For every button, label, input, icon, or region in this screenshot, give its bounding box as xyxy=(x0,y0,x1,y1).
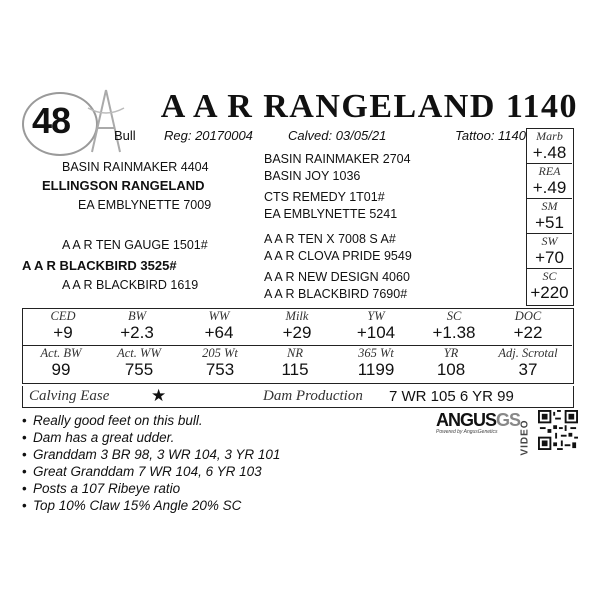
pedigree-dd-sire: A A R NEW DESIGN 4060 xyxy=(264,270,410,284)
epd-bw: BW +2.3 xyxy=(120,309,154,342)
epd-row xyxy=(23,309,572,346)
epd-marb: Marb +.48 xyxy=(527,129,572,164)
pedigree-sire-sire: BASIN RAINMAKER 4404 xyxy=(62,160,209,174)
perf-205-wt: 205 Wt 753 xyxy=(202,346,238,379)
bullet-icon: • xyxy=(22,464,27,479)
dam-production-label: Dam Production xyxy=(263,388,363,404)
list-item: • Great Granddam 7 WR 104, 6 YR 103 xyxy=(22,464,262,479)
list-item: • Granddam 3 BR 98, 3 WR 104, 3 YR 101 xyxy=(22,447,281,462)
epd-sc: SC +1.38 xyxy=(432,309,476,342)
pedigree-ss-dam: BASIN JOY 1036 xyxy=(264,169,361,183)
animal-name: A A R RANGELAND 1140 xyxy=(160,88,578,125)
epd-milk: Milk +29 xyxy=(282,309,312,342)
perf-act-bw: Act. BW 99 xyxy=(40,346,82,379)
pedigree-sd-dam: EA EMBLYNETTE 5241 xyxy=(264,207,398,221)
pedigree-sd-sire: CTS REMEDY 1T01# xyxy=(264,190,385,204)
epd-table xyxy=(22,308,574,384)
pedigree-ds-sire: A A R TEN X 7008 S A# xyxy=(264,232,396,246)
bullet-icon: • xyxy=(22,413,27,428)
pedigree-ss-sire: BASIN RAINMAKER 2704 xyxy=(264,152,411,166)
calving-ease-row xyxy=(22,386,574,408)
epd-sc-dollar: SC +220 xyxy=(530,269,569,302)
star-icon: ★ xyxy=(151,386,167,405)
registration-info xyxy=(114,128,526,146)
list-item: • Posts a 107 Ribeye ratio xyxy=(22,481,181,496)
perf-365-wt: 365 Wt 1199 xyxy=(357,346,395,379)
pedigree-dam: A A R BLACKBIRD 3525# xyxy=(22,258,177,273)
angus-gs-logo: ANGUSGS Powered by AngusGenetics xyxy=(436,410,521,435)
epd-doc: DOC +22 xyxy=(513,309,543,342)
list-item: • Dam has a great udder. xyxy=(22,430,175,445)
bullet-icon: • xyxy=(22,447,27,462)
bullet-icon: • xyxy=(22,498,27,513)
epd-sm: SM +51 xyxy=(527,199,572,234)
notes-list xyxy=(22,412,422,514)
perf-adj-scrotal: Adj. Scrotal 37 xyxy=(498,346,558,379)
carcass-epd-column xyxy=(526,128,574,306)
reg-number: Reg: 20170004 xyxy=(164,128,253,143)
calved-date: Calved: 03/05/21 xyxy=(288,128,387,143)
lot-number: 48 xyxy=(32,100,71,141)
pedigree-ds-dam: A A R CLOVA PRIDE 9549 xyxy=(264,249,412,263)
perf-act-ww: Act. WW 755 xyxy=(117,346,161,379)
epd-yw: YW +104 xyxy=(356,309,396,342)
list-item: • Top 10% Claw 15% Angle 20% SC xyxy=(22,498,242,513)
calving-ease-label: Calving Ease xyxy=(29,388,110,404)
bullet-icon: • xyxy=(22,481,27,496)
list-item: • Really good feet on this bull. xyxy=(22,413,203,428)
performance-row xyxy=(23,346,572,383)
video-label: VIDEO xyxy=(519,419,531,456)
perf-yr: YR 108 xyxy=(436,346,466,379)
pedigree-dam-dam: A A R BLACKBIRD 1619 xyxy=(62,278,199,292)
perf-nr: NR 115 xyxy=(281,346,309,379)
epd-ww: WW +64 xyxy=(204,309,234,342)
pedigree-sire-dam: EA EMBLYNETTE 7009 xyxy=(78,198,212,212)
pedigree xyxy=(22,148,522,304)
epd-rea: REA +.49 xyxy=(527,164,572,199)
dam-production-value: 7 WR 105 6 YR 99 xyxy=(389,388,514,405)
epd-sw: SW +70 xyxy=(527,234,572,269)
tattoo: Tattoo: 1140 xyxy=(455,128,526,143)
pedigree-dd-dam: A A R BLACKBIRD 7690# xyxy=(264,287,408,301)
pedigree-dam-sire: A A R TEN GAUGE 1501# xyxy=(62,238,208,252)
qr-code-icon[interactable] xyxy=(538,410,578,450)
pedigree-sire: ELLINGSON RANGELAND xyxy=(42,178,205,193)
lot-card xyxy=(22,88,578,514)
bullet-icon: • xyxy=(22,430,27,445)
epd-ced: CED +9 xyxy=(50,309,76,342)
sex-label: Bull xyxy=(114,128,136,143)
